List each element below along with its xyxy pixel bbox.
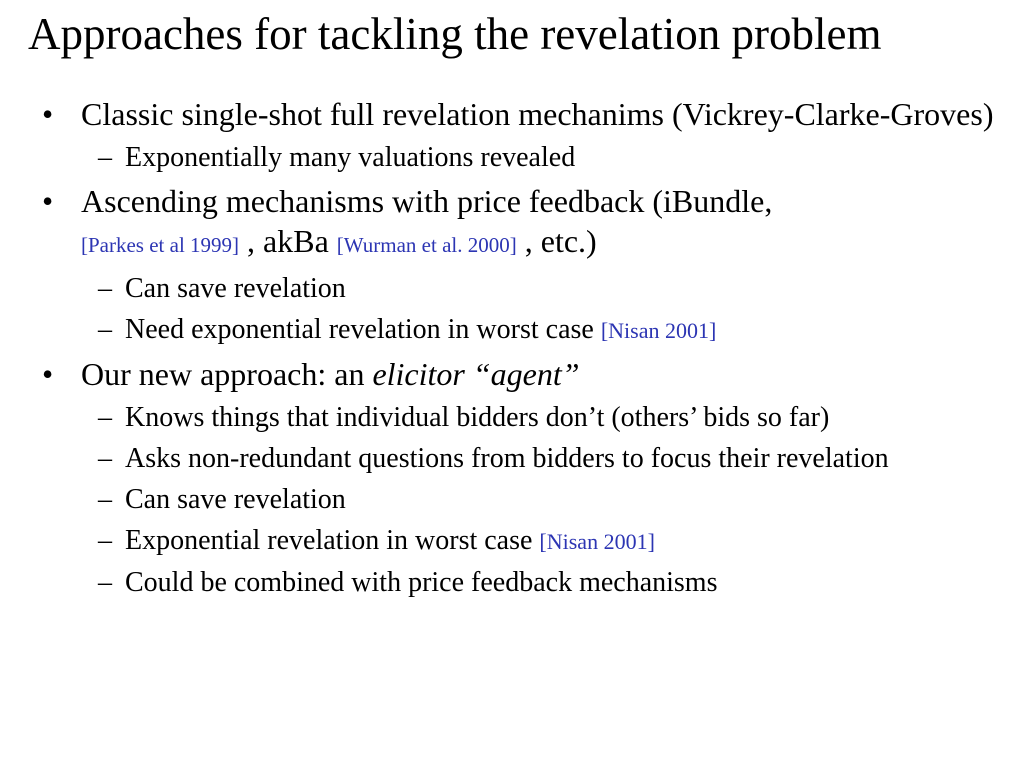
dash-icon: –	[98, 484, 112, 515]
bullet-emphasis: elicitor “agent”	[372, 356, 580, 392]
dash-icon: –	[98, 525, 112, 556]
sub-bullet-text: Can save revelation	[125, 484, 346, 515]
citation: [Wurman et al. 2000]	[336, 233, 517, 257]
sub-bullet-item	[40, 482, 1000, 517]
sub-bullet-item	[40, 565, 1000, 600]
sub-bullet-item	[40, 441, 1000, 476]
dash-icon: –	[98, 443, 112, 474]
slide-title: Approaches for tackling the revelation problem	[28, 9, 882, 59]
bullet-item	[40, 354, 1000, 394]
sub-bullet-item	[40, 271, 1000, 306]
sub-bullet-item	[40, 523, 1000, 559]
dash-icon: –	[98, 273, 112, 304]
dash-icon: –	[98, 142, 112, 173]
bullet-text: , etc.)	[516, 223, 597, 259]
sub-bullet-text: Exponential revelation in worst case	[125, 525, 540, 556]
dash-icon: –	[98, 402, 112, 433]
citation: [Nisan 2001]	[600, 318, 717, 343]
bullet-icon: •	[42, 96, 54, 132]
bullet-text: Ascending mechanisms with price feedback (iBundle,	[81, 183, 773, 219]
bullet-item	[40, 181, 1000, 265]
bullet-icon: •	[42, 183, 54, 219]
sub-bullet-item	[40, 400, 1000, 435]
citation: [Nisan 2001]	[539, 529, 655, 554]
sub-bullet-text: Exponentially many valuations revealed	[125, 142, 576, 173]
sub-bullet-text: Can save revelation	[125, 273, 346, 304]
bullet-icon: •	[42, 356, 54, 392]
sub-bullet-text: Asks non-redundant questions from bidders to focus their revelation	[125, 443, 889, 474]
sub-bullet-text: Need exponential revelation in worst case	[125, 314, 601, 345]
bullet-text: Our new approach: an	[81, 356, 373, 392]
sub-bullet-text: Could be combined with price feedback mechanisms	[125, 567, 718, 598]
bullet-item	[40, 94, 1000, 134]
dash-icon: –	[98, 567, 112, 598]
sub-bullet-item	[40, 312, 1000, 348]
sub-bullet-item	[40, 140, 1000, 175]
bullet-text: Classic single-shot full revelation mechanims (Vickrey-Clarke-Groves)	[81, 96, 994, 132]
bullet-text: , akBa	[239, 223, 337, 259]
sub-bullet-text: Knows things that individual bidders don’t (others’ bids so far)	[125, 402, 830, 433]
bullet-list	[40, 94, 1000, 600]
citation: [Parkes et al 1999]	[81, 233, 240, 257]
dash-icon: –	[98, 314, 112, 345]
